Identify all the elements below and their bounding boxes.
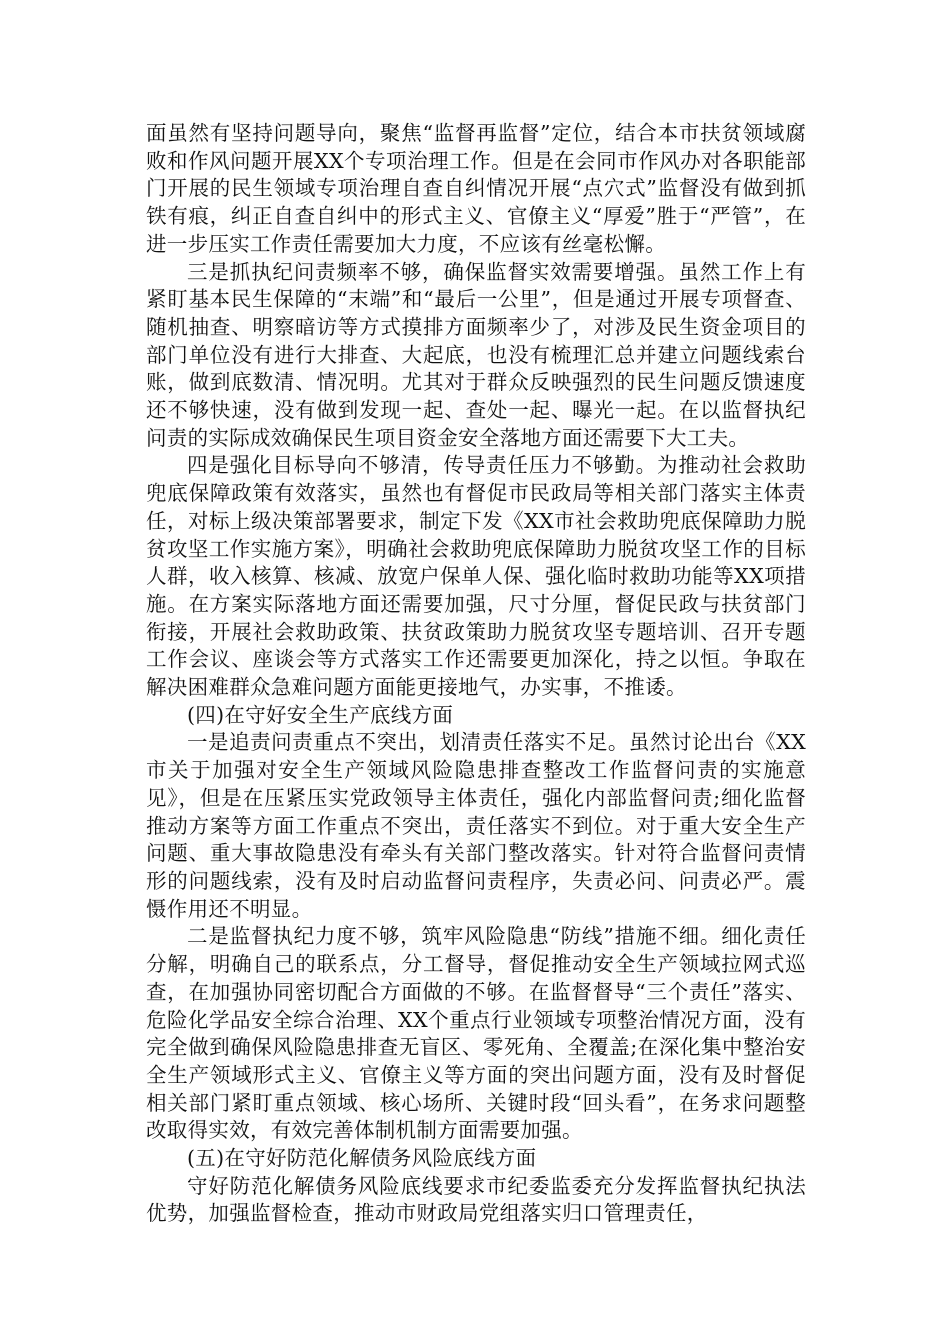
paragraph-safety-point-two: 二是监督执纪力度不够，筑牢风险隐患“防线”措施不细。细化责任分解，明确自己的联系点，分工督导，督促推动安全生产领域拉网式巡查，在加强协同密切配合方面做的不够。在监督督导“三个责任”落实、危险化学品安全综合治理、XX个重点行业领域专项整治情况方面，没有完全做到确保风险隐患排查无盲区、零死角、全覆盖;在深化集中整治安全生产领域形式主义、官僚主义等方面的突出问题方面，没有及时督促相关部门紧盯重点领域、核心场所、关键时段“回头看”，在务求问题整改取得实效，有效完善体制机制方面需要加强。 — [146, 924, 806, 1143]
section-heading-safety-production: (四)在守好安全生产底线方面 — [187, 702, 454, 727]
paragraph-point-three: 三是抓执纪问责频率不够，确保监督实效需要增强。虽然工作上有紧盯基本民生保障的“末端”和“最后一公里”，但是通过开展专项督查、随机抽查、明察暗访等方式摸排方面频率少了，对涉及民生资金项目的部门单位没有进行大排查、大起底，也没有梳理汇总并建立问题线索台账，做到底数清、情况明。尤其对于群众反映强烈的民生问题反馈速度还不够快速，没有做到发现一起、查处一起、曝光一起。在以监督执纪问责的实际成效确保民生项目资金安全落地方面还需要下大工夫。 — [146, 259, 806, 450]
paragraph-point-four: 四是强化目标导向不够清，传导责任压力不够勤。为推动社会救助兜底保障政策有效落实，虽然也有督促市民政局等相关部门落实主体责任，对标上级决策部署要求，制定下发《XX市社会救助兜底保障助力脱贫攻坚工作实施方案》，明确社会救助兜底保障助力脱贫攻坚工作的目标人群，收入核算、核减、放宽户保单人保、强化临时救助功能等XX项措施。在方案实际落地方面还需要加强，尺寸分厘，督促民政与扶贫部门衔接，开展社会救助政策、扶贫政策助力脱贫攻坚专题培训、召开专题工作会议、座谈会等方式落实工作还需要更加深化，持之以恒。争取在解决困难群众急难问题方面能更接地气，办实事，不推诿。 — [146, 453, 806, 700]
section-heading-debt-risk: (五)在守好防范化解债务风险底线方面 — [187, 1146, 537, 1171]
paragraph-safety-point-one: 一是追责问责重点不突出，划清责任落实不足。虽然讨论出台《XX市关于加强对安全生产领域风险隐患排查整改工作监督问责的实施意见》，但是在压紧压实党政领导主体责任，强化内部监督问责;细化监督推动方案等方面工作重点不突出，责任落实不到位。对于重大安全生产问题、重大事故隐患没有牵头有关部门整改落实。针对符合监督问责情形的问题线索，没有及时启动监督问责程序，失责必问、问责必严。震慑作用还不明显。 — [146, 730, 806, 921]
document-body — [146, 120, 806, 1228]
paragraph-debt-risk-intro: 守好防范化解债务风险底线要求市纪委监委充分发挥监督执纪执法优势，加强监督检查，推动市财政局党组落实归口管理责任， — [146, 1173, 806, 1226]
paragraph-continuation: 面虽然有坚持问题导向，聚焦“监督再监督”定位，结合本市扶贫领域腐败和作风问题开展XX个专项治理工作。但是在会同市作风办对各职能部门开展的民生领域专项治理自查自纠情况开展“点穴式”监督没有做到抓铁有痕，纠正自查自纠中的形式主义、官僚主义“厚爱”胜于“严管”，在进一步压实工作责任需要加大力度，不应该有丝毫松懈。 — [146, 121, 806, 256]
